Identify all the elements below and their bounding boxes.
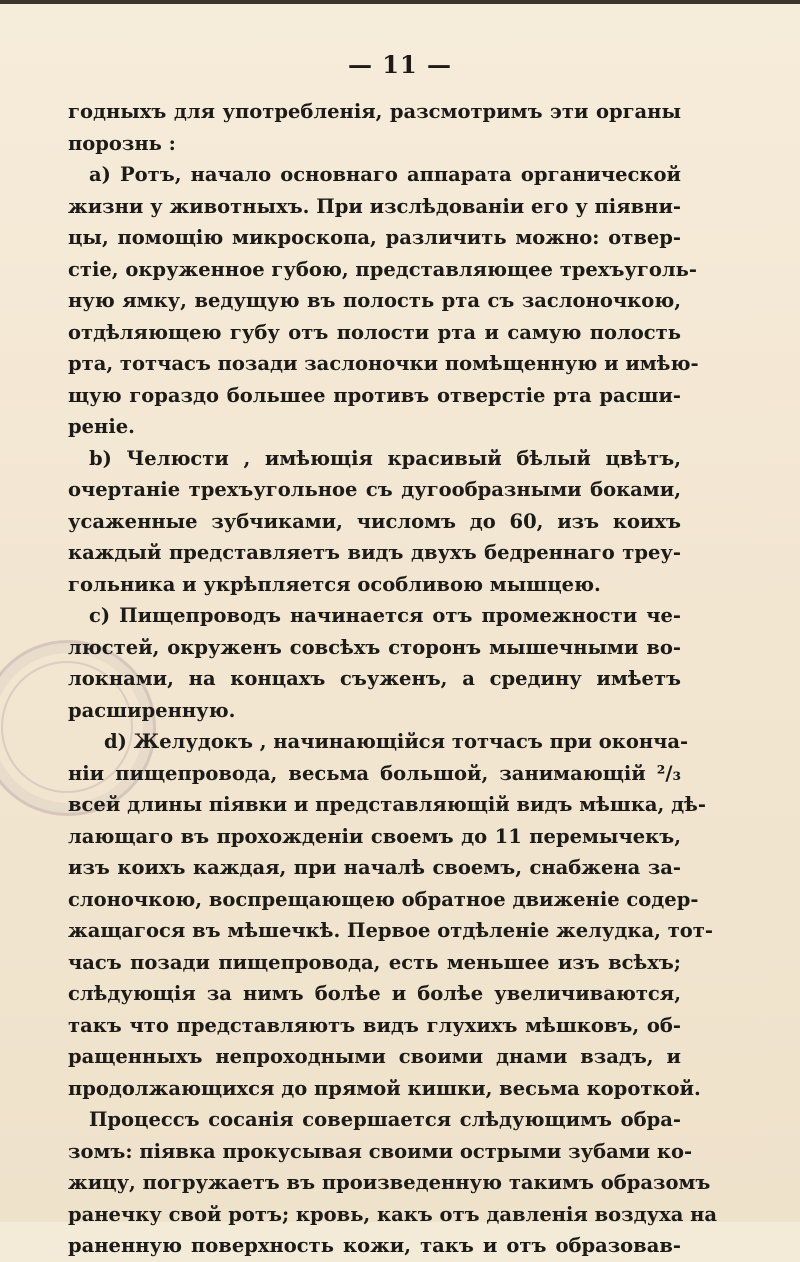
text-line: продолжающихся до прямой кишки, весьма короткой. <box>68 1076 701 1100</box>
text-line: слѣдующія за нимъ болѣе и болѣе увеличиваются, <box>68 982 681 1005</box>
text-line: локнами, на концахъ съуженъ, а средину имѣетъ <box>68 667 681 690</box>
text-line: порознь : <box>68 131 176 155</box>
text-line: всей длины піявки и представляющій видъ мѣшка, дѣ- <box>68 793 706 816</box>
text-line: годныхъ для употребленія, разсмотримъ эти органы <box>68 100 681 123</box>
text-line: a) Ротъ, начало основнаго аппарата органической <box>89 163 681 186</box>
text-line: отдѣляющею губу отъ полости рта и самую полость <box>68 320 681 344</box>
text-line: d) Желудокъ , начинающійся тотчасъ при оконча- <box>104 730 689 753</box>
text-line: изъ коихъ каждая, при началѣ своемъ, снабжена за- <box>68 856 681 879</box>
top-border <box>0 0 800 4</box>
text-line: ніи пищепровода, весьма большой, занимающій ²/₃ <box>68 761 681 785</box>
text-line: стіе, окруженное губою, представляющее трехъуголь- <box>68 257 697 281</box>
text-line: ранечку свой ротъ; кровь, какъ отъ давленія воздуха на <box>68 1202 718 1226</box>
text-line: c) Пищепроводъ начинается отъ промежности че- <box>89 604 681 627</box>
text-line: b) Челюсти , имѣющія красивый бѣлый цвѣтъ, <box>89 446 681 470</box>
text-line: жащагося въ мѣшечкѣ. Первое отдѣленіе желудка, тот- <box>68 919 713 942</box>
text-line: раненную поверхность кожи, такъ и отъ образовав- <box>68 1234 681 1257</box>
text-line: лающаго въ прохожденіи своемъ до 11 перемычекъ, <box>68 824 681 848</box>
text-line: реніе. <box>68 415 135 438</box>
text-line: расширенную. <box>68 698 236 722</box>
text-line: щую гораздо большее противъ отверстіе рта расши- <box>68 383 681 407</box>
text-line: ращенныхъ непроходными своими днами взадъ, и <box>68 1045 681 1068</box>
text-line: каждый представляетъ видъ двухъ бедреннаго треу- <box>68 541 681 564</box>
text-line: ную ямку, ведущую въ полость рта съ заслоночкою, <box>68 289 681 312</box>
text-line: такъ что представляютъ видъ глухихъ мѣшковъ, об- <box>68 1013 681 1037</box>
text-line: зомъ: піявка прокусывая своими острыми зубами ко- <box>68 1139 693 1163</box>
text-line: жизни у животныхъ. При изслѣдованіи его у піявни- <box>68 194 681 218</box>
text-line: часъ позади пищепровода, есть меньшее изъ всѣхъ; <box>68 950 681 974</box>
text-line: гольника и укрѣпляется особливою мышцею. <box>68 572 601 596</box>
text-line: усаженные зубчиками, числомъ до 60, изъ коихъ <box>68 509 681 533</box>
text-line: жицу, погружаетъ въ произведенную такимъ образомъ <box>68 1171 711 1194</box>
text-line: цы, помощію микроскопа, различить можно: отвер- <box>68 226 681 249</box>
page-number: — 11 — <box>347 50 453 79</box>
text-line: рта, тотчасъ позади заслоночки помѣщенную и имѣю- <box>68 352 699 375</box>
body-text <box>68 96 718 1262</box>
text-line: очертаніе трехъугольное съ дугообразными боками, <box>68 478 681 501</box>
text-line: Процессъ сосанія совершается слѣдующимъ обра- <box>89 1108 681 1131</box>
text-line: слоночкою, воспрещающею обратное движеніе содер- <box>68 887 699 911</box>
text-line: люстей, окруженъ совсѣхъ сторонъ мышечными во- <box>68 635 681 659</box>
